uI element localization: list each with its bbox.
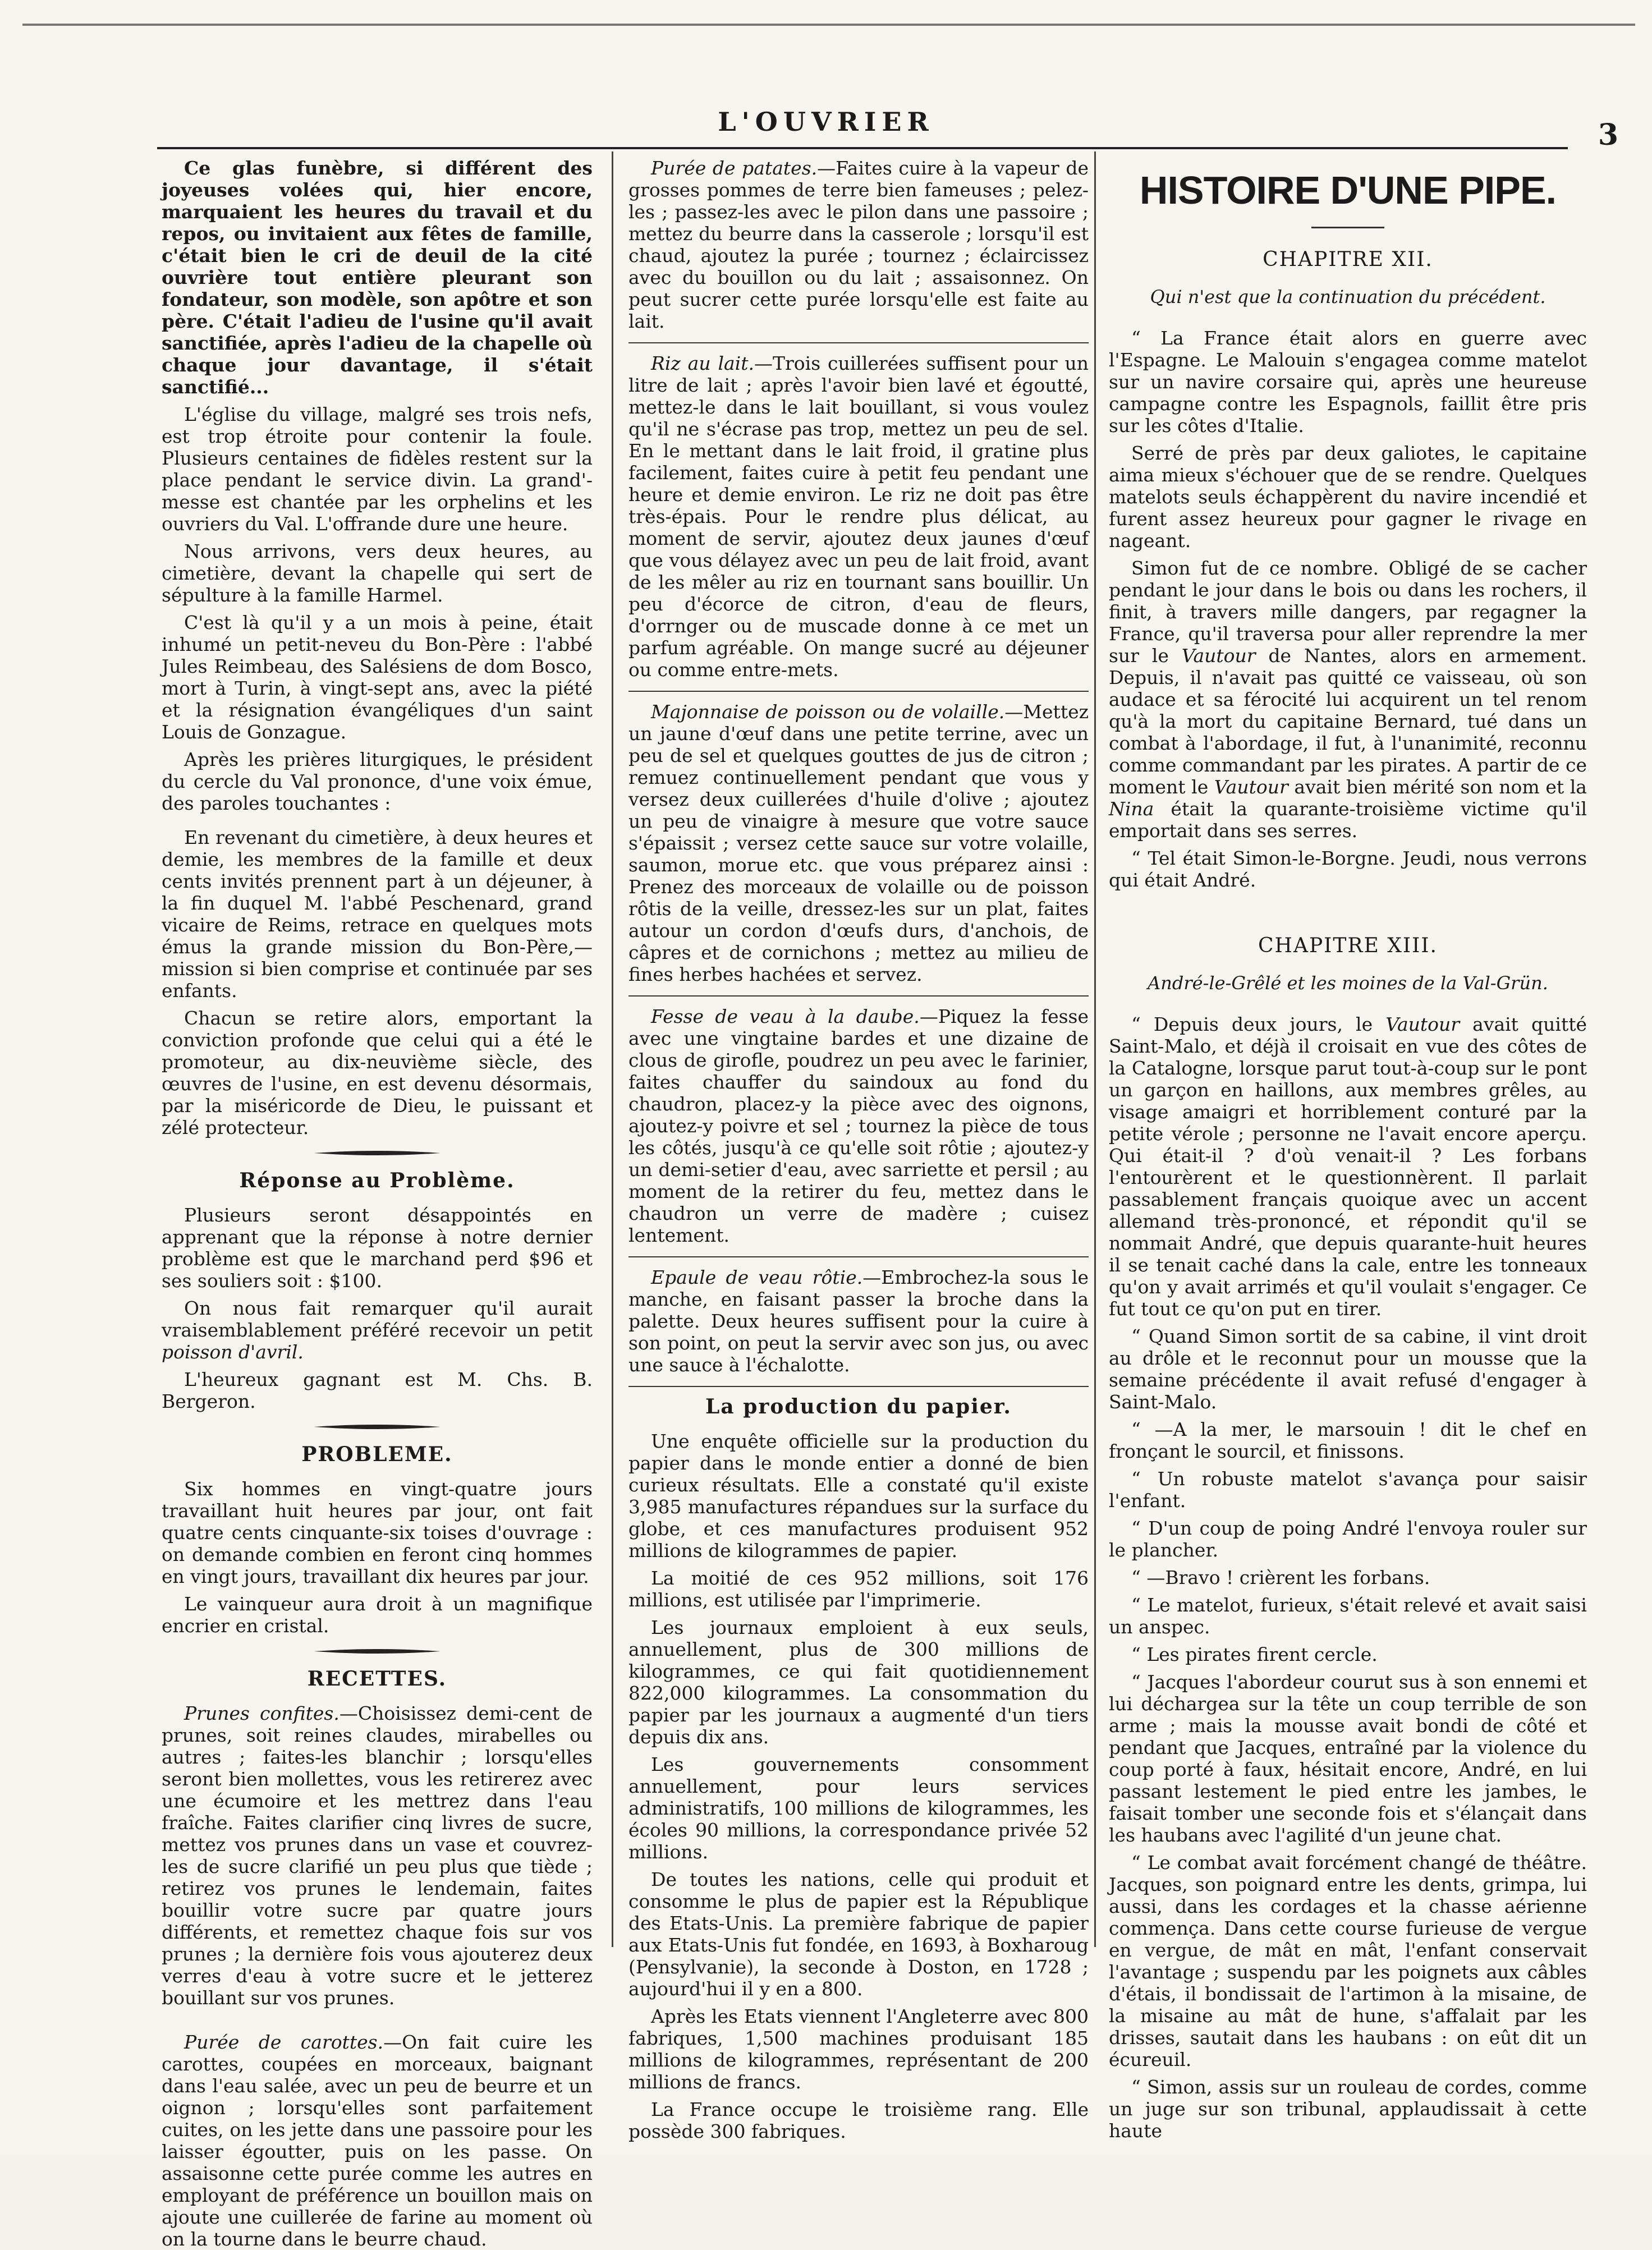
story-paragraph: “ Un robuste matelot s'avança pour saisir l'enfant. (1109, 1468, 1587, 1512)
chapter-heading: CHAPITRE XII. (1263, 248, 1433, 271)
article-paragraph: En revenant du cimetière, à deux heures et demie, les membres de la famille et deux cents invités prennent part à un déjeuner, à la fin duquel M. l'abbé Peschenard, grand vicaire de Reims, retrace en quelques mots émus la grande mission du Bon-Père,—mission si bien comprise et continuée par ses enfants. (162, 826, 593, 1002)
title-rule (1311, 227, 1384, 228)
section-separator (628, 995, 1089, 997)
story-paragraph: “ Le combat avait forcément changé de théâtre. Jacques, son poignard entre les dents, grimpa, lui aussi, dans les cordages et la chasse aérienne commença. Dans cette course furieuse de vergue en vergue, de mât en mât, l'enfant conservait l'avantage ; suspendu par les poignets aux câbles d'étais, il bondissait de l'artimon à la misaine, de la misaine au mât de hune, s'affalait par les drisses, sautait dans les haubans : on eût dit un écureuil. (1109, 1852, 1587, 2070)
article-paragraph: Après les prières liturgiques, le président du cercle du Val prononce, d'une voix émue, des paroles touchantes : (162, 749, 593, 814)
story-paragraph: “ Le matelot, furieux, s'était relevé et avait saisi un anspec. (1109, 1594, 1587, 1638)
chapter-subtitle: Qui n'est que la continuation du précédent. (1150, 286, 1546, 307)
article-paragraph: La France occupe le troisième rang. Elle possède 300 fabriques. (628, 2099, 1089, 2142)
story-paragraph: “ Quand Simon sortit de sa cabine, il vint droit au drôle et le reconnut pour un mousse que la semaine précédente il avait refusé d'engager à Saint-Malo. (1109, 1325, 1587, 1413)
top-border-rule (22, 24, 1635, 26)
newspaper-title: L'OUVRIER (718, 107, 934, 137)
chapter-subtitle: André-le-Grêlé et les moines de la Val-Grün. (1148, 972, 1548, 994)
article-paragraph: Une enquête officielle sur la production du papier dans le monde entier a donné de bien curieux résultats. Elle a constaté qu'il existe 3,985 manufactures répandues sur la surface du globe, et ces manufactures produisent 952 millions de kilogrammes de papier. (628, 1430, 1089, 1562)
article-paragraph: L'église du village, malgré ses trois nefs, est trop étroite pour contenir la foule. Plusieurs centaines de fidèles restent sur la place pendant le service divin. La grand'-messe est chantée par les orphelins et les ouvriers du Val. L'offrande dure une heure. (162, 403, 593, 535)
ornamental-divider (313, 1647, 442, 1656)
article-paragraph: Les gouvernements consomment annuellement, pour leurs services administratifs, 100 millions de kilogrammes, les écoles 90 millions, la correspondance privée 52 millions. (628, 1753, 1089, 1863)
column-divider (612, 151, 613, 1947)
story-paragraph: “ Jacques l'abordeur courut sus à son ennemi et lui déchargea sur la tête un coup terrible de son arme ; mais la mousse avait bondi de côté et pendant que Jacques, entraîné par la violence du coup porté à faux, hésitait encore, André, en lui passant lestement le pied entre les jambes, le faisait tomber une seconde fois et s'élançait dans les haubans avec l'agilité d'un jeune chat. (1109, 1671, 1587, 1846)
story-paragraph: “ Tel était Simon-le-Borgne. Jeudi, nous verrons qui était André. (1109, 847, 1587, 891)
story-paragraph: “ Depuis deux jours, le Vautour avait quitté Saint-Malo, et déjà il croisait en vue des côtes de la Catalogne, lorsque parut tout-à-coup sur le pont un garçon en haillons, aux membres grêles, au visage amaigri et horriblement conturé par la petite vérole ; personne ne l'avait encore aperçu. Qui était-il ? d'où venait-il ? Les forbans l'entourèrent et le questionnèrent. Il parlait passablement français quoique avec un accent allemand très-prononcé, et répondit qu'il se nommait André, que depuis quarante-huit heures il se tenait caché dans la cale, entre les tonneaux qu'on y avait arrimés et qu'il voulait s'engager. Ce fut tout ce qu'on put en tirer. (1109, 1013, 1587, 1320)
article-paragraph: Ce glas funèbre, si différent des joyeuses volées qui, hier encore, marquaient les heures du travail et du repos, ou invitaient aux fêtes de famille, c'était bien le cri de deuil de la cité ouvrière tout entière pleurant son fondateur, son modèle, son apôtre et son père. C'était l'adieu de l'usine qu'il avait sanctifiée, après l'adieu de la chapelle où chaque jour davantage, il s'était sanctifié... (162, 157, 593, 398)
article-paragraph: Le vainqueur aura droit à un magnifique encrier en cristal. (162, 1593, 593, 1637)
recipe-paragraph: Riz au lait.—Trois cuillerées suffisent pour un litre de lait ; après l'avoir bien lavé et égoutté, mettez-le dans le lait bouillant, si vous voulez qu'il ne s'écrase pas trop, mettez un peu de sel. En le mettant dans le lait froid, il gratine plus facilement, faites cuire à petit feu pendant une heure et demie environ. Le riz ne doit pas être très-épais. Pour le rendre plus délicat, au moment de servir, ajoutez deux jaunes d'œuf que vous délayez avec un peu de lait froid, avant de les mêler au riz en tournant sans bouillir. Un peu d'écorce de citron, d'eau de fleurs, d'orrnger ou de muscade donne à ce met un parfum agréable. On mange sucré au déjeuner ou comme entre-mets. (628, 352, 1089, 681)
section-heading-papier: La production du papier. (705, 1395, 1012, 1418)
section-separator (628, 1256, 1089, 1257)
ornamental-divider (313, 1422, 442, 1431)
section-heading-probleme: PROBLEME. (301, 1443, 453, 1466)
section-separator (628, 691, 1089, 692)
recipe-paragraph: Majonnaise de poisson ou de volaille.—Mettez un jaune d'œuf dans une petite terrine, avec un peu de sel et quelques gouttes de jus de citron ; remuez continuellement pendant que vous y versez deux cuillerées d'huile d'olive ; ajoutez un peu de vinaigre à mesure que votre sauce s'épaissit ; versez cette sauce sur votre volaille, saumon, morue etc. que vous préparez ainsi : Prenez des morceaux de volaille ou de poisson rôtis de la veille, dressez-les sur un plat, faites autour un cordon d'œufs durs, d'anchois, de câpres et de cornichons ; mettez au milieu de fines herbes hachées et servez. (628, 701, 1089, 985)
article-paragraph: L'heureux gagnant est M. Chs. B. Bergeron. (162, 1369, 593, 1412)
column-left (162, 157, 593, 2250)
story-paragraph: “ —Bravo ! crièrent les forbans. (1131, 1567, 1430, 1588)
article-paragraph: Plusieurs seront désappointés en apprenant que la réponse à notre dernier problème est que le marchand perd $96 et ses souliers soit : $100. (162, 1204, 593, 1292)
recipe-paragraph: Purée de patates.—Faites cuire à la vapeur de grosses pommes de terre bien fameuses ; pelez-les ; passez-les avec le pilon dans une passoire ; mettez du beurre dans la casserole ; lorsqu'il est chaud, ajoutez la purée ; tournez ; éclaircissez avec du bouillon ou du lait ; assaisonnez. On peut sucrer cette purée lorsqu'elle est faite au lait. (628, 157, 1089, 332)
article-paragraph: De toutes les nations, celle qui produit et consomme le plus de papier est la République des Etats-Unis. La première fabrique de papier aux Etats-Unis fut fondée, en 1693, à Boxharoug (Pensylvanie), la seconde à Doston, en 1728 ; aujourd'hui il y en a 800. (628, 1868, 1089, 2000)
article-paragraph: Après les Etats viennent l'Angleterre avec 800 fabriques, 1,500 machines produisant 185 millions de kilogrammes, représentant de 200 millions de francs. (628, 2005, 1089, 2093)
chapter-heading: CHAPITRE XIII. (1258, 934, 1438, 957)
section-separator (628, 1386, 1089, 1387)
story-paragraph: “ Les pirates firent cercle. (1131, 1643, 1378, 1665)
article-paragraph: On nous fait remarquer qu'il aurait vraisemblablement préféré recevoir un petit poisson d'avril. (162, 1297, 593, 1363)
article-paragraph: Les journaux emploient à eux seuls, annuellement, plus de 300 millions de kilogrammes, ce qui fait quotidiennement 822,000 kilogrammes. La consommation du papier par les journaux a augmenté d'un tiers depuis dix ans. (628, 1617, 1089, 1748)
story-paragraph: “ La France était alors en guerre avec l'Espagne. Le Malouin s'engagea comme matelot sur un navire corsaire qui, après une heureuse campagne contre les Espagnols, faillit être pris sur les côtes d'Italie. (1109, 327, 1587, 437)
article-paragraph: La moitié de ces 952 millions, soit 176 millions, est utilisée par l'imprimerie. (628, 1567, 1089, 1611)
section-heading-recettes: RECETTES. (307, 1667, 447, 1691)
page-number: 3 (1598, 118, 1618, 152)
article-paragraph: Nous arrivons, vers deux heures, au cimetière, devant la chapelle qui sert de sépulture à la famille Harmel. (162, 540, 593, 606)
recipe-paragraph: Purée de carottes.—On fait cuire les carottes, coupées en morceaux, baignant dans l'eau salée, avec un peu de beurre et un oignon ; lorsqu'elles sont parfaitement cuites, on les jette dans une passoire pour les laisser égoutter, puis on les passe. On assaisonne cette purée comme les autres en employant de préférence un bouillon mais on ajoute une cuillerée de farine au moment où on la tourne dans le beurre chaud. (162, 2031, 593, 2250)
header-rule (157, 147, 1568, 149)
ornamental-divider (313, 1149, 442, 1158)
article-paragraph: Chacun se retire alors, emportant la conviction profonde que celui qui a été le promoteur, au dix-neuvième siècle, des œuvres de l'usine, en est devenu désormais, par la miséricorde de Dieu, le puissant et zélé protecteur. (162, 1007, 593, 1138)
recipe-paragraph: Epaule de veau rôtie.—Embrochez-la sous le manche, en faisant passer la broche dans la palette. Deux heures suffisent pour la cuire à son point, on peut la servir avec son jus, ou avec une sauce à l'échalotte. (628, 1266, 1089, 1376)
column-middle (628, 157, 1089, 2142)
story-paragraph: “ Simon, assis sur un rouleau de cordes, comme un juge sur son tribunal, applaudissait à cette haute (1109, 2076, 1587, 2142)
recipe-paragraph: Fesse de veau à la daube.—Piquez la fesse avec une vingtaine bardes et une dizaine de clous de girofle, poudrez un peu avec le farinier, faites chauffer du saindoux au fond du chaudron, placez-y la pièce avec des oignons, ajoutez-y poivre et sel ; tournez la pièce de tous les côtés, jusqu'à ce qu'elle soit rôtie ; ajoutez-y un demi-setier d'eau, avec sarriette et persil ; au moment de la retirer du feu, mettez dans le chaudron un verre de madère ; cuisez lentement. (628, 1005, 1089, 1246)
column-divider (1094, 151, 1096, 1947)
article-paragraph: C'est là qu'il y a un mois à peine, était inhumé un petit-neveu du Bon-Père : l'abbé Jules Reimbeau, des Salésiens de dom Bosco, mort à Turin, à vingt-sept ans, avec la piété et la résignation évangéliques d'un saint Louis de Gonzague. (162, 612, 593, 743)
article-paragraph: Six hommes en vingt-quatre jours travaillant huit heures par jour, ont fait quatre cents cinquante-six toises d'ouvrage : on demande combien en feront cinq hommes en vingt jours, travaillant dix heures par jour. (162, 1478, 593, 1587)
section-heading-reponse: Réponse au Problème. (239, 1169, 515, 1192)
story-paragraph: Serré de près par deux galiotes, le capitaine aima mieux s'échouer que de se rendre. Quelques matelots seuls échappèrent du navire incendié et furent assez heureux pour gagner le rivage en nageant. (1109, 442, 1587, 552)
recipe-paragraph: Prunes confites.—Choisissez demi-cent de prunes, soit reines claudes, mirabelles ou autres ; faites-les blanchir ; lorsqu'elles seront bien mollettes, vous les retirerez avec une écumoire et les mettrez dans l'eau fraîche. Faites clarifier cinq livres de sucre, mettez vos prunes dans un vase et couvrez-les de sucre clarifié un peu plus que tiède ; retirez vos prunes le lendemain, faites bouillir votre sucre par quatre jours différents, et remettez chaque fois sur vos prunes ; la dernière fois vous ajouterez deux verres d'eau à votre sucre et le jetterez bouillant sur vos prunes. (162, 1702, 593, 2009)
column-right (1109, 157, 1587, 2142)
story-paragraph: Simon fut de ce nombre. Obligé de se cacher pendant le jour dans le bois ou dans les rochers, il finit, à travers mille dangers, par regagner la France, qu'il traversa pour aller reprendre la mer sur le Vautour de Nantes, alors en armement. Depuis, il n'avait pas quitté ce vaisseau, où son audace et sa férocité lui acquirent un tel renom qu'à la mort du capitaine Bernard, tué dans un combat à l'abordage, il fut, à l'unanimité, reconnu comme commandant par les pirates. A partir de ce moment le Vautour avait bien mérité son nom et la Nina était la quarante-troisième victime qu'il emportait dans ses serres. (1109, 557, 1587, 842)
story-paragraph: “ D'un coup de poing André l'envoya rouler sur le plancher. (1109, 1517, 1587, 1561)
story-title: HISTOIRE D'UNE PIPE. (1139, 168, 1557, 212)
story-paragraph: “ —A la mer, le marsouin ! dit le chef en fronçant le sourcil, et finissons. (1109, 1418, 1587, 1462)
section-separator (628, 342, 1089, 343)
